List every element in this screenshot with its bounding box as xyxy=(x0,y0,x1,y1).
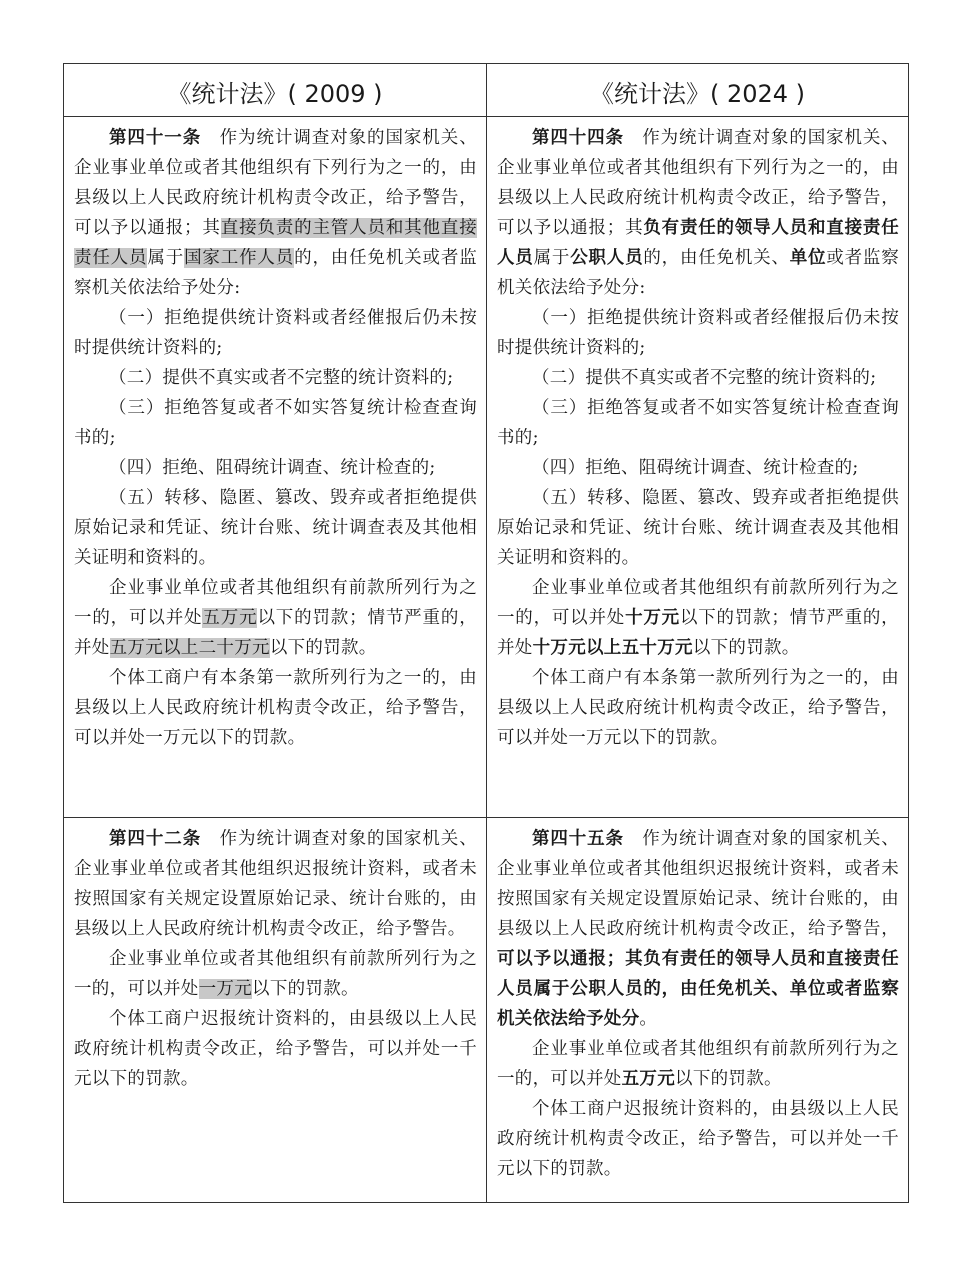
comparison-table xyxy=(63,63,909,1203)
cell-article-42-2009 xyxy=(64,818,487,1203)
highlight-state-staff: 国家工作人员 xyxy=(184,248,295,268)
article-41-para-2: 企业事业单位或者其他组织有前款所列行为之一的，可以并处五万元以下的罚款；情节严重的，并处五万元以上二十万元以下的罚款。 xyxy=(74,578,477,658)
highlight-fine-range: 五万元以上二十万元 xyxy=(109,638,270,658)
bold-fine-amount: 十万元 xyxy=(625,608,680,628)
article-44-title: 第四十四条 xyxy=(532,128,624,148)
article-42-para-1: 第四十二条 作为统计调查对象的国家机关、企业事业单位或者其他组织迟报统计资料，或者未按照国家有关规定设置原始记录、统计台账的，由县级以上人民政府统计机构责令改正，给予警告。 xyxy=(74,829,478,939)
article-41-title: 第四十一条 xyxy=(109,128,202,148)
article-41-para-1: 第四十一条 作为统计调查对象的国家机关、企业事业单位或者其他组织有下列行为之一的，由县级以上人民政府统计机构责令改正，给予警告，可以予以通报；其直接负责的主管人员和其他直接责任人员属于国家工作人员的，由任免机关或者监察机关依法给予处分: xyxy=(74,128,478,298)
article-41-item-5: （五）转移、隐匿、篡改、毁弃或者拒绝提供原始记录和凭证、统计台账、统计调查表及其他相关证明和资料的。 xyxy=(74,488,477,568)
bold-fine-amount: 五万元 xyxy=(621,1069,676,1089)
article-45-title: 第四十五条 xyxy=(532,829,624,849)
article-41-item-2: （二）提供不真实或者不完整的统计资料的; xyxy=(109,368,454,388)
article-45-para-3: 个体工商户迟报统计资料的，由县级以上人民政府统计机构责令改正，给予警告，可以并处一千元以下的罚款。 xyxy=(497,1099,899,1179)
bold-public-officials: 公职人员 xyxy=(570,248,644,268)
bold-unit: 单位 xyxy=(789,248,827,268)
cell-article-45-2024 xyxy=(487,818,909,1203)
bold-responsible-leaders: 负有责任的领导人员和直接责任人员 xyxy=(497,218,899,268)
bold-new-sanction-clause: 可以予以通报；其负有责任的领导人员和直接责任人员属于公职人员的，由任免机关、单位或者监察机关依法给予处分 xyxy=(497,949,899,1029)
cell-article-44-2024 xyxy=(487,117,909,818)
article-41-item-4: （四）拒绝、阻碍统计调查、统计检查的; xyxy=(109,458,436,478)
article-41-item-1: （一）拒绝提供统计资料或者经催报后仍未按时提供统计资料的; xyxy=(74,308,477,358)
article-45-para-2: 企业事业单位或者其他组织有前款所列行为之一的，可以并处五万元以下的罚款。 xyxy=(497,1039,899,1089)
article-44-item-1: （一）拒绝提供统计资料或者经催报后仍未按时提供统计资料的; xyxy=(497,308,899,358)
row-article-42-45 xyxy=(64,818,909,1203)
article-44-para-2: 企业事业单位或者其他组织有前款所列行为之一的，可以并处十万元以下的罚款；情节严重的，并处十万元以上五十万元以下的罚款。 xyxy=(497,578,899,658)
article-42-para-3: 个体工商户迟报统计资料的，由县级以上人民政府统计机构责令改正，给予警告，可以并处一千元以下的罚款。 xyxy=(74,1009,477,1089)
article-41-para-3: 个体工商户有本条第一款所列行为之一的，由县级以上人民政府统计机构责令改正，给予警告，可以并处一万元以下的罚款。 xyxy=(74,668,477,748)
highlight-fine-amount: 五万元 xyxy=(202,608,258,628)
article-42-title: 第四十二条 xyxy=(109,829,202,849)
article-44-item-5: （五）转移、隐匿、篡改、毁弃或者拒绝提供原始记录和凭证、统计台账、统计调查表及其他相关证明和资料的。 xyxy=(497,488,899,568)
article-45-para-1: 第四十五条 作为统计调查对象的国家机关、企业事业单位或者其他组织迟报统计资料，或者未按照国家有关规定设置原始记录、统计台账的，由县级以上人民政府统计机构责令改正，给予警告，可以予以通报；其负有责任的领导人员和直接责任人员属于公职人员的，由任免机关、单位或者监察机关依法给予处分。 xyxy=(497,829,900,1029)
header-2024: 《统计法》( 2024 ) xyxy=(487,64,909,117)
article-42-para-2: 企业事业单位或者其他组织有前款所列行为之一的，可以并处一万元以下的罚款。 xyxy=(74,949,477,999)
cell-article-41-2009 xyxy=(64,117,487,818)
article-44-item-4: （四）拒绝、阻碍统计调查、统计检查的; xyxy=(532,458,859,478)
bold-fine-range: 十万元以上五十万元 xyxy=(532,638,693,658)
header-2009: 《统计法》( 2009 ) xyxy=(64,64,487,117)
article-44-item-3: （三）拒绝答复或者不如实答复统计检查查询书的; xyxy=(497,398,899,448)
article-44-item-2: （二）提供不真实或者不完整的统计资料的; xyxy=(532,368,877,388)
article-44-para-3: 个体工商户有本条第一款所列行为之一的，由县级以上人民政府统计机构责令改正，给予警告，可以并处一万元以下的罚款。 xyxy=(497,668,899,748)
header-row xyxy=(64,64,909,117)
article-41-item-3: （三）拒绝答复或者不如实答复统计检查查询书的; xyxy=(74,398,477,448)
highlight-responsible-persons: 直接负责的主管人员和其他直接责任人员 xyxy=(74,218,478,268)
row-article-41-44 xyxy=(64,117,909,818)
article-44-para-1: 第四十四条 作为统计调查对象的国家机关、企业事业单位或者其他组织有下列行为之一的，由县级以上人民政府统计机构责令改正，给予警告，可以予以通报；其负有责任的领导人员和直接责任人员属于公职人员的，由任免机关、单位或者监察机关依法给予处分: xyxy=(497,128,900,298)
highlight-fine-amount: 一万元 xyxy=(198,979,253,999)
